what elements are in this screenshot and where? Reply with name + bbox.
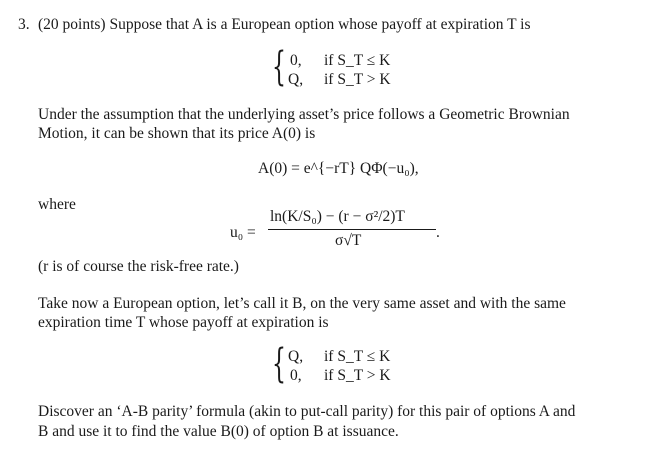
payoff-b-row2-cond: if S_T > K bbox=[324, 367, 391, 384]
u0-denominator: σ√T bbox=[335, 232, 362, 249]
risk-free-note: (r is of course the risk-free rate.) bbox=[38, 258, 239, 275]
paragraph-parity-line1: Discover an ‘A-B parity’ formula (akin to put-call parity) for this pair of options A and bbox=[38, 403, 576, 420]
left-brace: { bbox=[272, 44, 286, 90]
left-brace: { bbox=[272, 341, 286, 387]
payoff-a-row2-cond: if S_T > K bbox=[324, 71, 391, 88]
problem-number: 3. bbox=[18, 16, 30, 33]
problem-intro: (20 points) Suppose that A is a European option whose payoff at expiration T is bbox=[38, 16, 531, 33]
payoff-a-row1-value: 0, bbox=[290, 52, 302, 69]
where-label: where bbox=[38, 196, 76, 213]
payoff-a-row1-cond: if S_T ≤ K bbox=[324, 52, 391, 69]
paragraph-gbm-line2: Motion, it can be shown that its price A(0) is bbox=[38, 125, 316, 142]
paragraph-parity-line2: B and use it to find the value B(0) of option B at issuance. bbox=[38, 423, 399, 440]
paragraph-option-b-line1: Take now a European option, let’s call it B, on the very same asset and with the same bbox=[38, 295, 566, 312]
paragraph-gbm-line1: Under the assumption that the underlying asset’s price follows a Geometric Brownian bbox=[38, 106, 570, 123]
payoff-b-row1-cond: if S_T ≤ K bbox=[324, 348, 391, 365]
u0-period: . bbox=[436, 224, 440, 241]
payoff-a-row2-value: Q, bbox=[288, 71, 304, 88]
u0-numerator: ln(K/S₀) − (r − σ²/2)T bbox=[270, 208, 405, 225]
u0-lhs: u₀ = bbox=[230, 224, 256, 241]
fraction-bar bbox=[268, 229, 436, 230]
paragraph-option-b-line2: expiration time T whose payoff at expiration is bbox=[38, 314, 329, 331]
price-formula: A(0) = e^{−rT} QΦ(−u₀), bbox=[258, 160, 419, 177]
payoff-b-row2-value: 0, bbox=[290, 367, 302, 384]
payoff-b-row1-value: Q, bbox=[288, 348, 304, 365]
